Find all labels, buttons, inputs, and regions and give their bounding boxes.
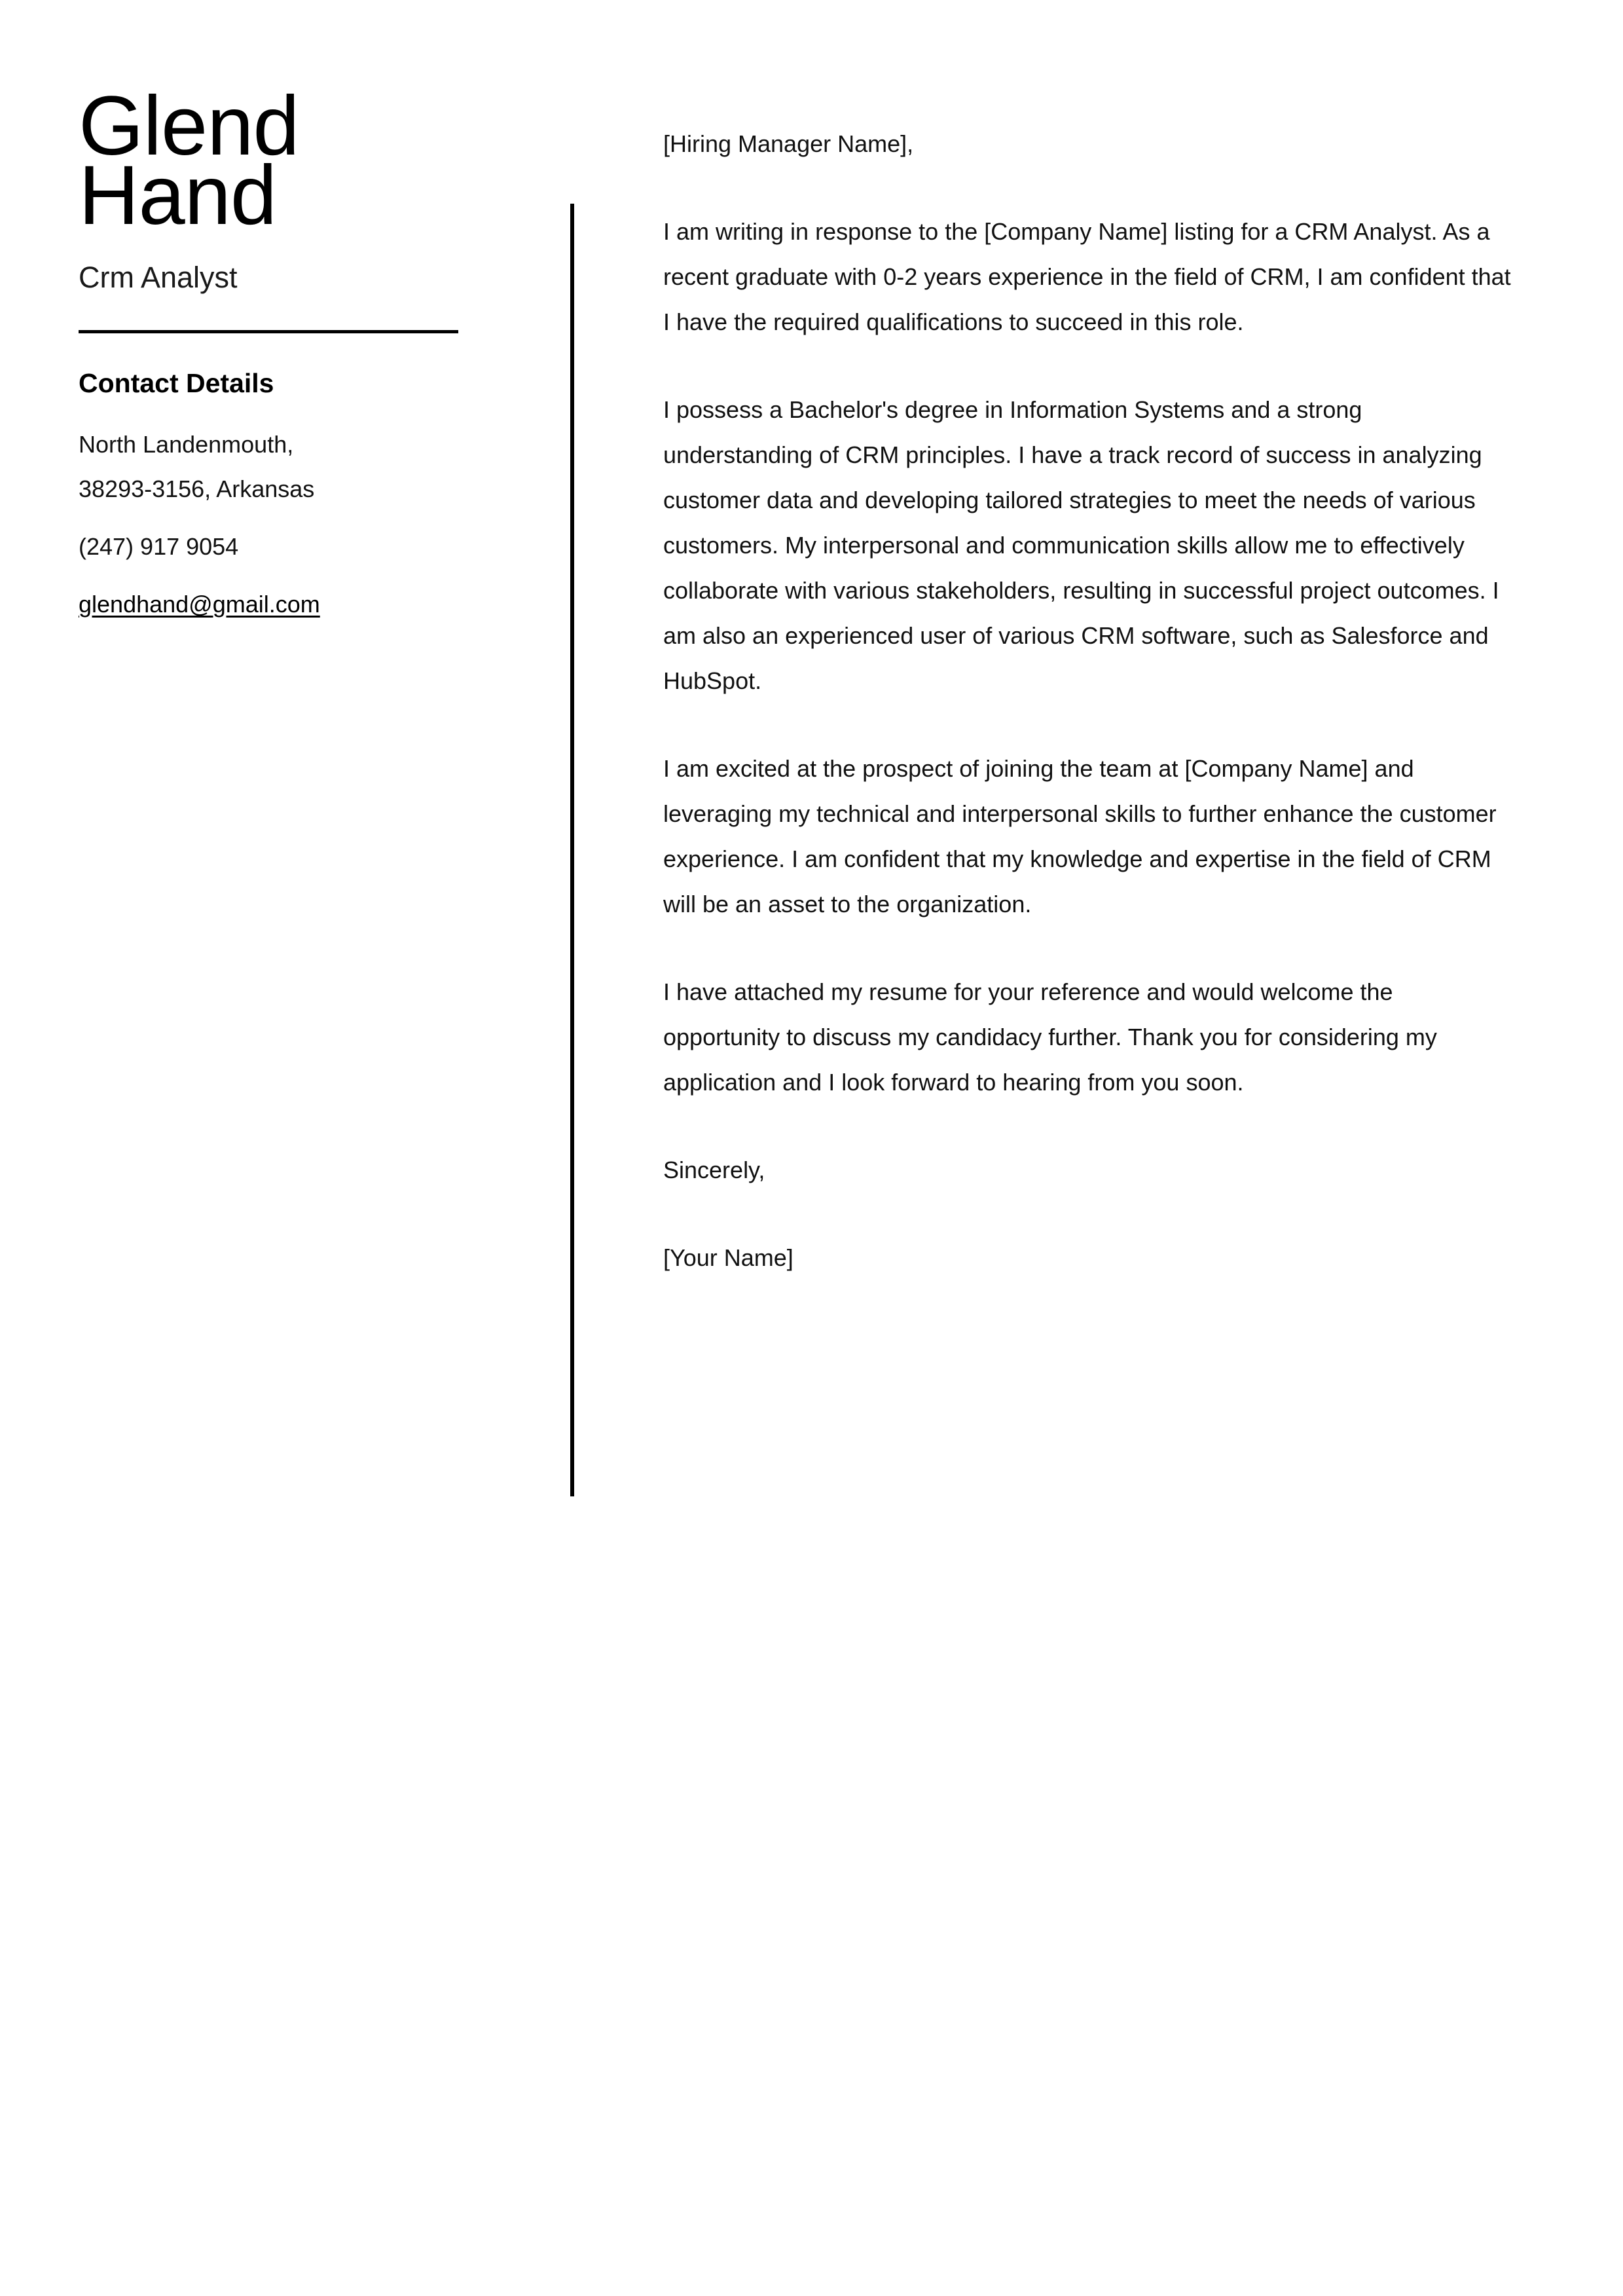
letter-paragraph-4: I have attached my resume for your reference and would welcome the opportunity to discuss my candidacy further. Thank you for considering my application and I look forward to hearing from you soon. bbox=[663, 978, 1437, 1096]
sidebar-divider-rule bbox=[79, 330, 458, 333]
candidate-first-name: Glend bbox=[79, 79, 299, 173]
contact-details-list bbox=[79, 422, 511, 627]
letter-salutation: [Hiring Manager Name], bbox=[663, 130, 914, 157]
letter-paragraph-1: I am writing in response to the [Company Name] listing for a CRM Analyst. As a recent graduate with 0-2 years experience in the field of CRM, I am confident that I have the required qualifications to succeed in this role. bbox=[663, 218, 1511, 335]
letter-signoff: Sincerely, bbox=[663, 1157, 765, 1183]
contact-address bbox=[79, 422, 511, 511]
contact-phone: (247) 917 9054 bbox=[79, 533, 239, 560]
column-divider-rule bbox=[570, 204, 574, 1496]
contact-email bbox=[79, 582, 511, 627]
email-link[interactable]: glendhand@gmail.com bbox=[79, 591, 320, 618]
letter-paragraph-3: I am excited at the prospect of joining the team at [Company Name] and leveraging my technical and interpersonal skills to further enhance the customer experience. I am confident that my knowledge and expertise in the field of CRM will be an asset to the organization. bbox=[663, 755, 1497, 917]
candidate-name bbox=[79, 79, 511, 242]
job-title: Crm Analyst bbox=[79, 261, 238, 294]
address-line-2: 38293-3156, Arkansas bbox=[79, 475, 315, 502]
address-line-1: North Landenmouth, bbox=[79, 431, 294, 458]
candidate-last-name: Hand bbox=[79, 149, 276, 242]
letter-paragraph-2: I possess a Bachelor's degree in Information Systems and a strong understanding of CRM principles. I have a track record of success in analyzing customer data and developing tailored strategies to meet the needs of various customers. My interpersonal and communication skills allow me to effectively collaborate with various stakeholders, resulting in successful project outcomes. I am also an experienced user of various CRM software, such as Salesforce and HubSpot. bbox=[663, 396, 1499, 694]
letter-signature: [Your Name] bbox=[663, 1244, 793, 1271]
letter-body bbox=[663, 121, 1514, 1280]
contact-details-heading: Contact Details bbox=[79, 368, 274, 398]
sidebar bbox=[79, 79, 511, 627]
